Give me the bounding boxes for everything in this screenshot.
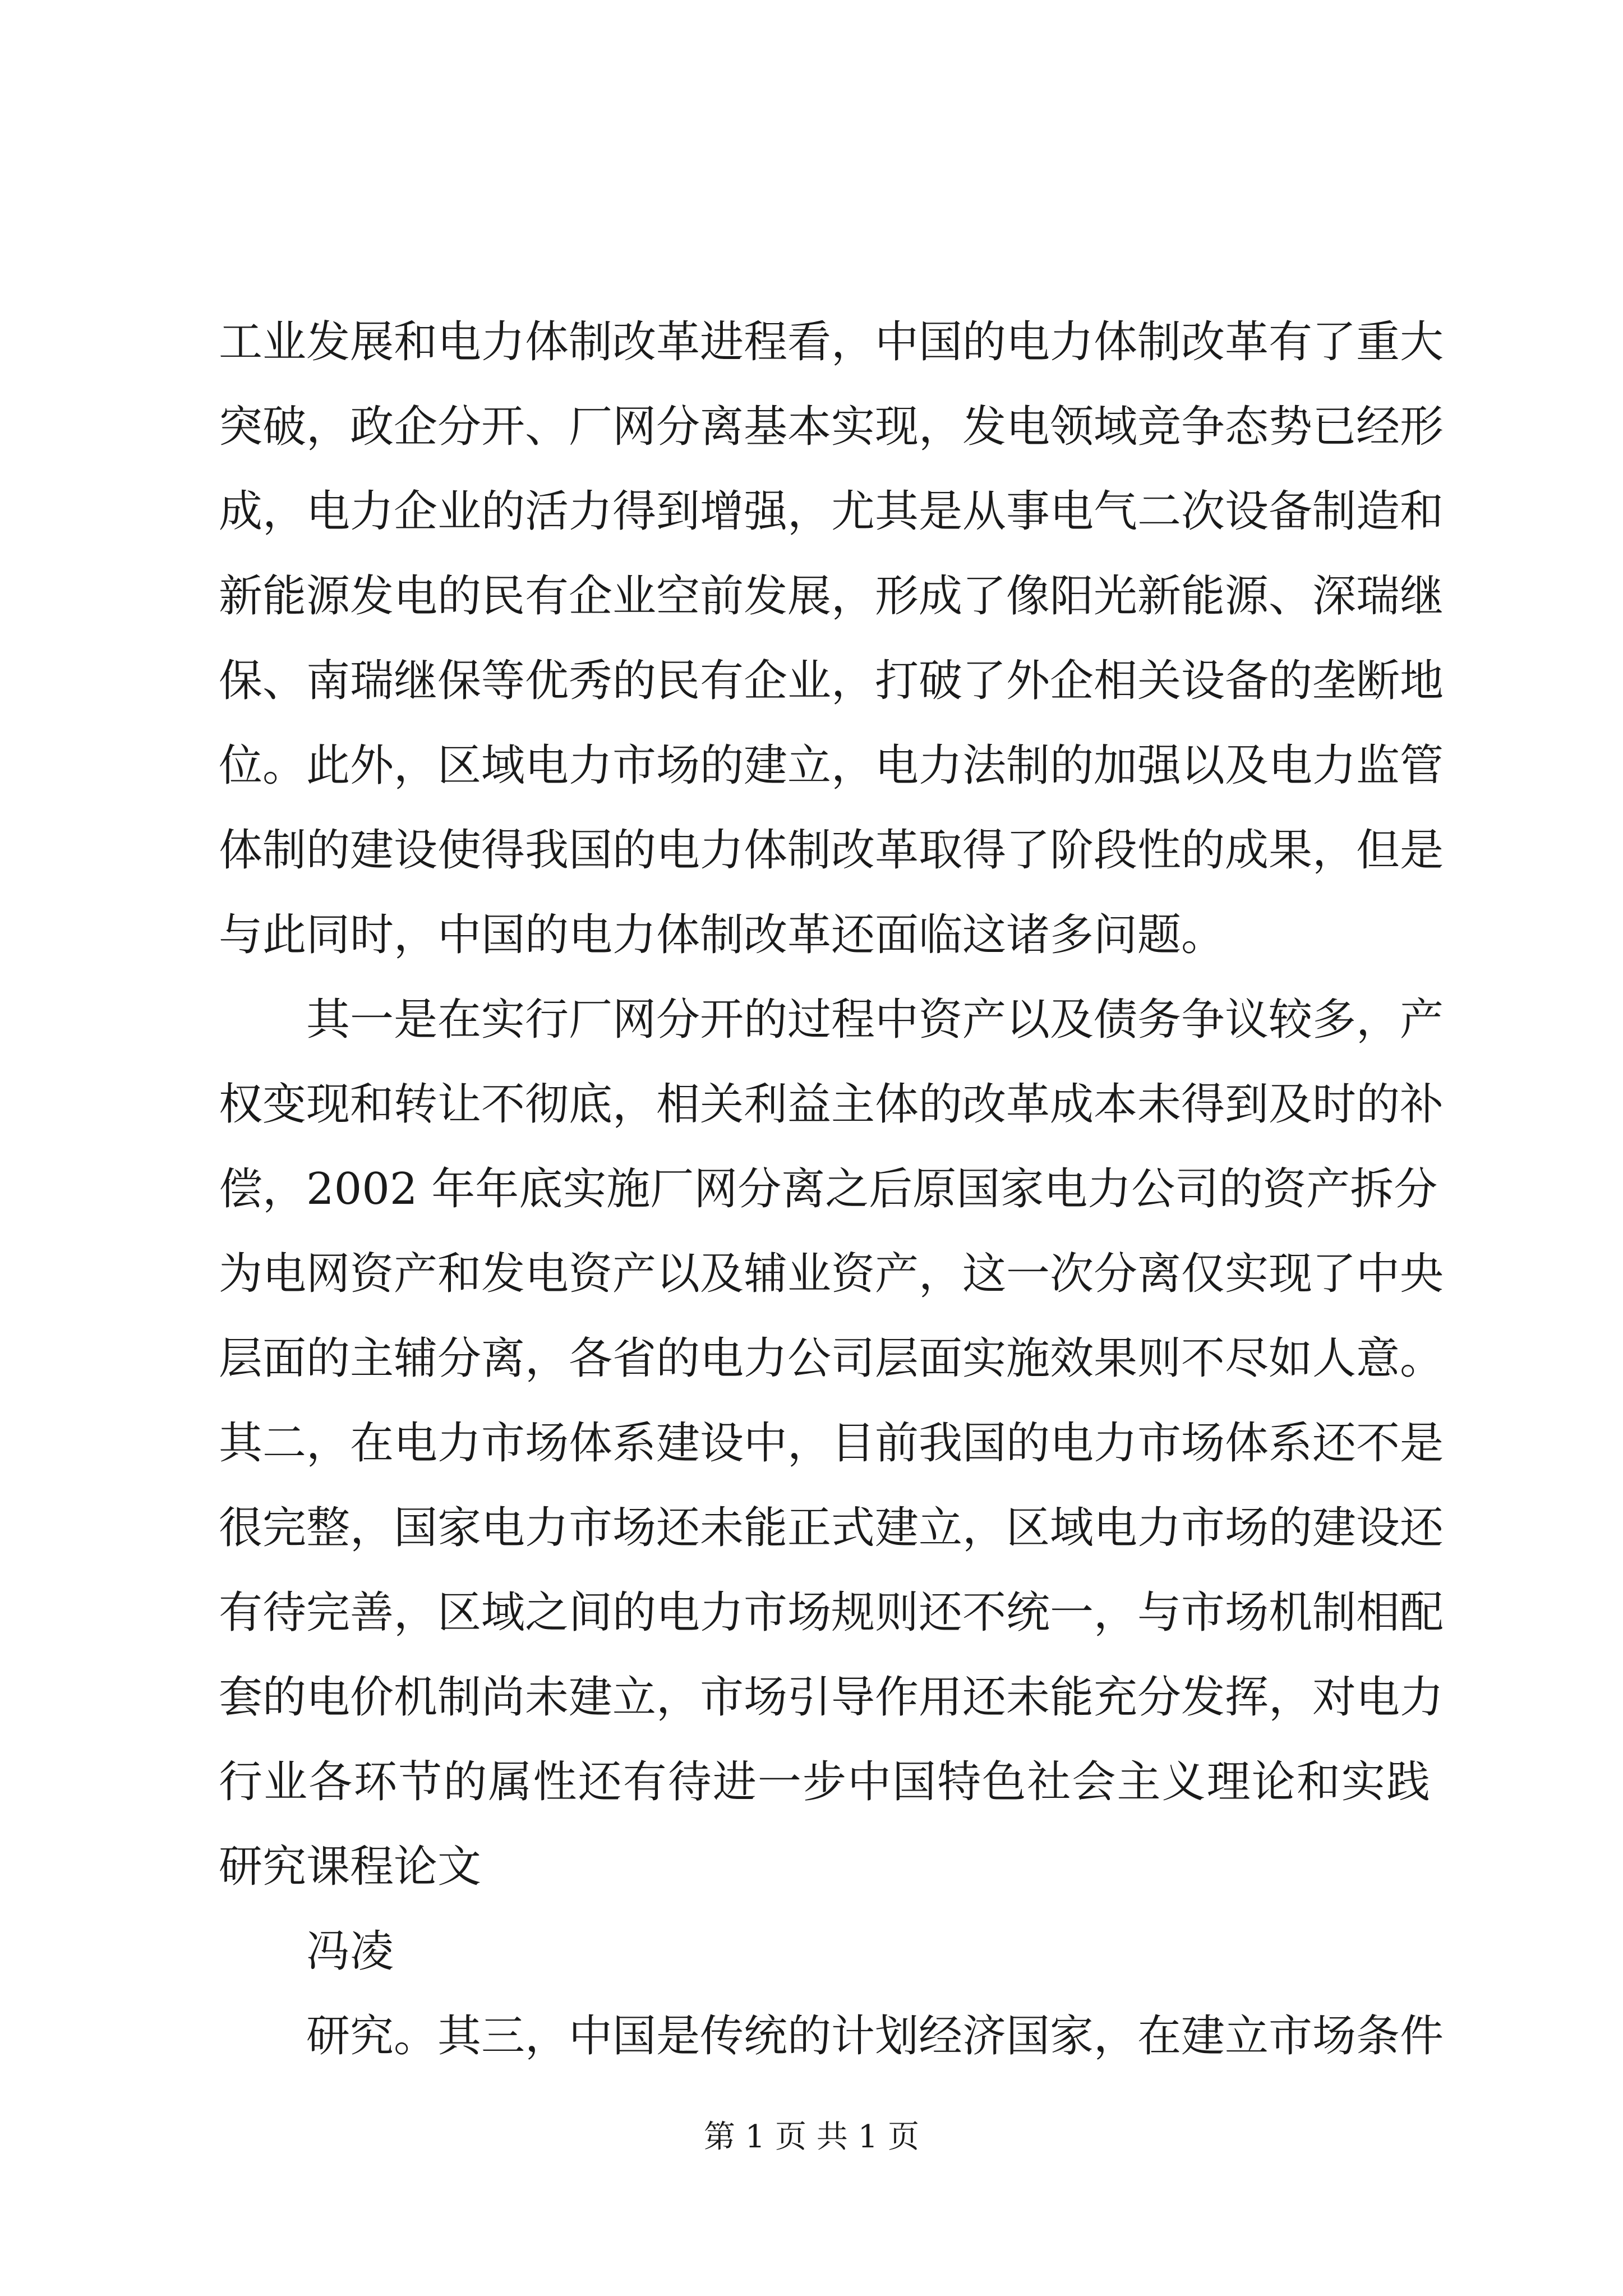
text-line: 突破，政企分开、厂网分离基本实现，发电领域竞争态势已经形	[219, 402, 1444, 452]
text-line: 行业各环节的属性还有待进一步中国特色社会主义理论和实践	[219, 1757, 1430, 1807]
text-line: 成，电力企业的活力得到增强，尤其是从事电气二次设备制造和	[219, 486, 1444, 537]
text-line: 研究课程论文	[219, 1842, 482, 1892]
text-line: 新能源发电的民有企业空前发展，形成了像阳光新能源、深瑞继	[219, 571, 1444, 622]
text-line: 研究。其三，中国是传统的计划经济国家，在建立市场条件	[306, 2011, 1444, 2062]
body-text	[219, 300, 1444, 2079]
text-line: 其一是在实行厂网分开的过程中资产以及债务争议较多，产	[306, 995, 1444, 1045]
text-line: 体制的建设使得我国的电力体制改革取得了阶段性的成果，但是	[219, 825, 1444, 876]
text-line: 偿，2002 年年底实施厂网分离之后原国家电力公司的资产拆分	[219, 1164, 1438, 1214]
text-line: 很完整，国家电力市场还未能正式建立，区域电力市场的建设还	[219, 1503, 1444, 1553]
text-line: 位。此外，区域电力市场的建立，电力法制的加强以及电力监管	[219, 740, 1444, 791]
text-line: 其二，在电力市场体系建设中，目前我国的电力市场体系还不是	[219, 1418, 1444, 1469]
text-line: 层面的主辅分离，各省的电力公司层面实施效果则不尽如人意。	[219, 1333, 1444, 1384]
text-line: 为电网资产和发电资产以及辅业资产，这一次分离仅实现了中央	[219, 1249, 1444, 1299]
text-line: 保、南瑞继保等优秀的民有企业，打破了外企相关设备的垄断地	[219, 656, 1444, 706]
text-line: 套的电价机制尚未建立，市场引导作用还未能充分发挥，对电力	[219, 1672, 1444, 1723]
text-line: 权变现和转让不彻底，相关利益主体的改革成本未得到及时的补	[219, 1079, 1444, 1130]
text-line: 工业发展和电力体制改革进程看，中国的电力体制改革有了重大	[219, 317, 1444, 367]
text-line: 有待完善，区域之间的电力市场规则还不统一，与市场机制相配	[219, 1588, 1444, 1638]
text-line: 冯凌	[306, 1926, 394, 1977]
text-line: 与此同时，中国的电力体制改革还面临这诸多问题。	[219, 910, 1225, 960]
page-footer: 第 1 页 共 1 页	[703, 2119, 920, 2155]
